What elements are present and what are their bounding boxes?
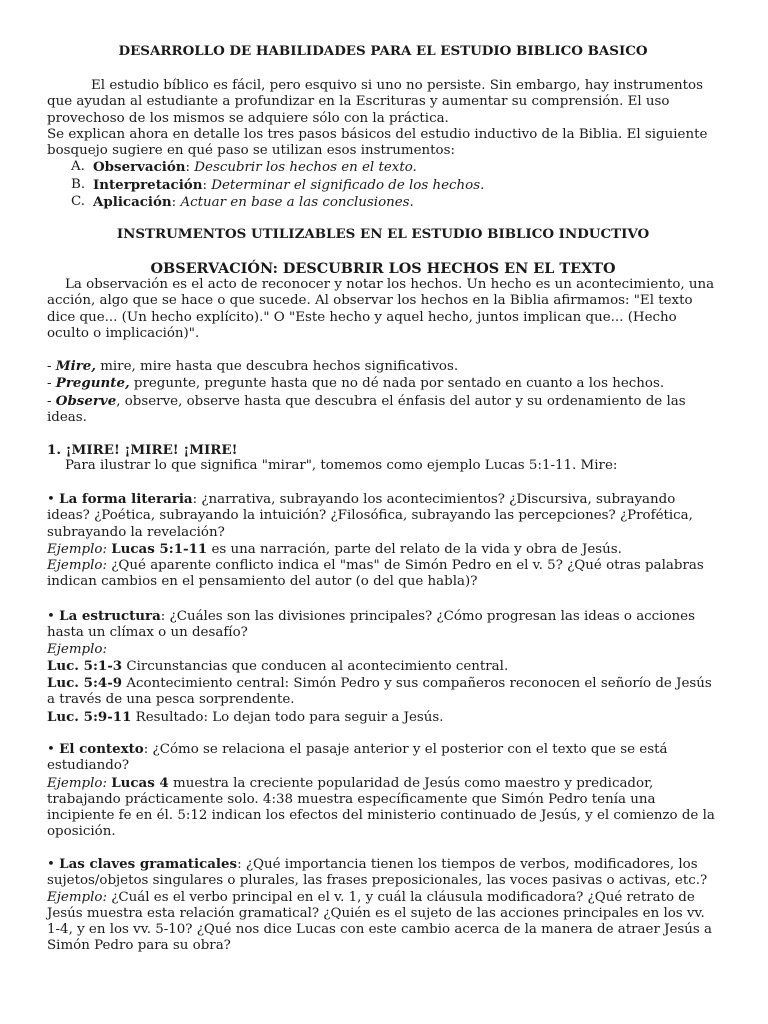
intro-paragraph-2: Se explican ahora en detalle los tres pasos básicos del estudio inductivo de la Biblia. El siguiente bosquejo sugiere en qué paso se utilizan esos instrumentos: [47, 126, 708, 159]
forma-literaria-label: La forma literaria [59, 491, 193, 507]
estructura-item: Luc. 5:1-3 Circunstancias que conducen al acontecimiento central. [47, 657, 509, 674]
estructura-item: Luc. 5:4-9 Acontecimiento central: Simón Pedro y sus compañeros reconocen el señorío de Jesús a través de una pesca sorprendente. [47, 675, 712, 708]
step-separator: : [202, 177, 212, 193]
forma-literaria-example-2: Ejemplo: ¿Qué aparente conflicto indica el "mas" de Simón Pedro en el v. 5? ¿Qué otras palabras indican cambios en el pensamiento del autor (o del que habla)? [47, 558, 704, 590]
dash-list [47, 358, 719, 426]
contexto-example: Ejemplo: Lucas 4 muestra la creciente popularidad de Jesús como maestro y predicador, trabajando prácticamente solo. 4:38 muestra específicamente que Simón Pedro tenía una incipiente fe en él. 5:12 indican los efectos del ministerio continuado de Jesús, y el comienzo de la oposición. [47, 774, 715, 840]
step-item [47, 194, 719, 211]
estructura-example-label: Ejemplo: [47, 641, 107, 657]
step-item [47, 159, 719, 176]
step-marker: A. [71, 159, 85, 175]
contexto-label: El contexto [59, 741, 144, 757]
step-marker: B. [71, 176, 86, 192]
estructura-label: La estructura [59, 608, 161, 624]
dash-item-keyword: Observe [55, 392, 117, 409]
scripture-reference: Luc. 5:4-9 [47, 675, 123, 692]
section-mire [47, 442, 719, 475]
scripture-reference: Luc. 5:1-3 [47, 657, 123, 674]
dash-item: - Pregunte, pregunte, pregunte hasta que no dé nada por sentado en cuanto a los hechos. [47, 375, 665, 392]
step-marker: C. [71, 194, 86, 210]
scripture-reference: Lucas 4 [111, 774, 169, 791]
steps-list [47, 159, 719, 211]
dash-item-keyword: Mire, [55, 358, 96, 374]
step-label: Aplicación [93, 194, 172, 211]
dash-item-text: mire, mire hasta que descubra hechos significativos. [95, 359, 459, 374]
step-separator: : [171, 195, 181, 211]
section-mire-intro: Para ilustrar lo que significa "mirar", tomemos como ejemplo Lucas 5:1-11. Mire: [65, 458, 618, 474]
forma-literaria-question: • La forma literaria: ¿narrativa, subrayando los acontecimientos? ¿Discursiva, subrayando ideas? ¿Poética, subrayando la intuición? ¿Filosófica, subrayando las percepciones? ¿Profética, subrayando la revelación? [47, 491, 693, 540]
step-label: Observación [93, 159, 186, 176]
dash-item-keyword: Pregunte, [55, 375, 130, 392]
step-description: Descubrir los hechos en el texto. [194, 160, 417, 176]
scripture-reference: Lucas 5:1-11 [111, 540, 208, 557]
forma-literaria-section [47, 491, 719, 591]
step-separator: : [185, 160, 195, 176]
dash-item-text: , observe, observe hasta que descubra el énfasis del autor y su ordenamiento de las ideas. [47, 393, 686, 425]
intro-section [47, 78, 719, 211]
observation-heading: OBSERVACIÓN: DESCUBRIR LOS HECHOS EN EL TEXTO [150, 260, 616, 277]
estructura-item: Luc. 5:9-11 Resultado: Lo dejan todo para seguir a Jesús. [47, 708, 444, 725]
observation-section [47, 260, 719, 342]
step-label: Interpretación [93, 176, 203, 193]
section-heading-instruments: INSTRUMENTOS UTILIZABLES EN EL ESTUDIO BIBLICO INDUCTIVO [116, 226, 650, 242]
estructura-section [47, 608, 719, 726]
contexto-section [47, 741, 719, 841]
dash-item: - Observe, observe, observe hasta que descubra el énfasis del autor y su ordenamiento de las ideas. [47, 392, 686, 425]
claves-label: Las claves gramaticales [59, 856, 238, 872]
claves-question: • Las claves gramaticales: ¿Qué importancia tienen los tiempos de verbos, modificadores, los sujetos/objetos singulares o plurales, las frases preposicionales, las voces pasivas o activas, etc.? [47, 856, 708, 889]
step-description: Determinar el significado de los hechos. [211, 177, 485, 193]
scripture-reference: Luc. 5:9-11 [47, 708, 132, 725]
dash-item-text: pregunte, pregunte hasta que no dé nada por sentado en cuanto a los hechos. [129, 376, 665, 392]
step-item [47, 177, 719, 194]
claves-gramaticales-section [47, 856, 719, 955]
document-title: DESARROLLO DE HABILIDADES PARA EL ESTUDIO BIBLICO BASICO [118, 43, 648, 59]
contexto-question: • El contexto: ¿Cómo se relaciona el pasaje anterior y el posterior con el texto que se está estudiando? [47, 741, 668, 774]
dash-item: - Mire, mire, mire hasta que descubra hechos significativos. [47, 358, 459, 374]
claves-example: Ejemplo: ¿Cuál es el verbo principal en el v. 1, y cuál la cláusula modificadora? ¿Qué retrato de Jesús muestra esta relación gramatical? ¿Quién es el sujeto de las acciones principales en los vv. 1-4, y en los vv. 5-10? ¿Qué nos dice Lucas con este cambio acerca de la manera de atraer Jesús a Simón Pedro para su obra? [47, 889, 713, 954]
step-description: Actuar en base a las conclusiones. [180, 195, 414, 211]
observation-paragraph: La observación es el acto de reconocer y notar los hechos. Un hecho es un acontecimiento, una acción, algo que se hace o que sucede. Al observar los hechos en la Biblia afirmamos: "El texto dice que... (Un hecho explícito)." O "Este hecho y aquel hecho, juntos implican que... (Hecho oculto o implicación)". [47, 277, 715, 341]
estructura-question: • La estructura: ¿Cuáles son las divisiones principales? ¿Cómo progresan las ideas o acciones hasta un clímax o un desafío? [47, 608, 695, 641]
section-mire-heading: 1. ¡MIRE! ¡MIRE! ¡MIRE! [47, 442, 238, 458]
forma-literaria-example: Ejemplo: Lucas 5:1-11 es una narración, parte del relato de la vida y obra de Jesús. [47, 540, 622, 557]
intro-paragraph: El estudio bíblico es fácil, pero esquivo si uno no persiste. Sin embargo, hay instrumentos que ayudan al estudiante a profundizar en la Escrituras y aumentar su comprensión. El uso provechoso de los mismos se adquiere sólo con la práctica. [47, 78, 703, 126]
